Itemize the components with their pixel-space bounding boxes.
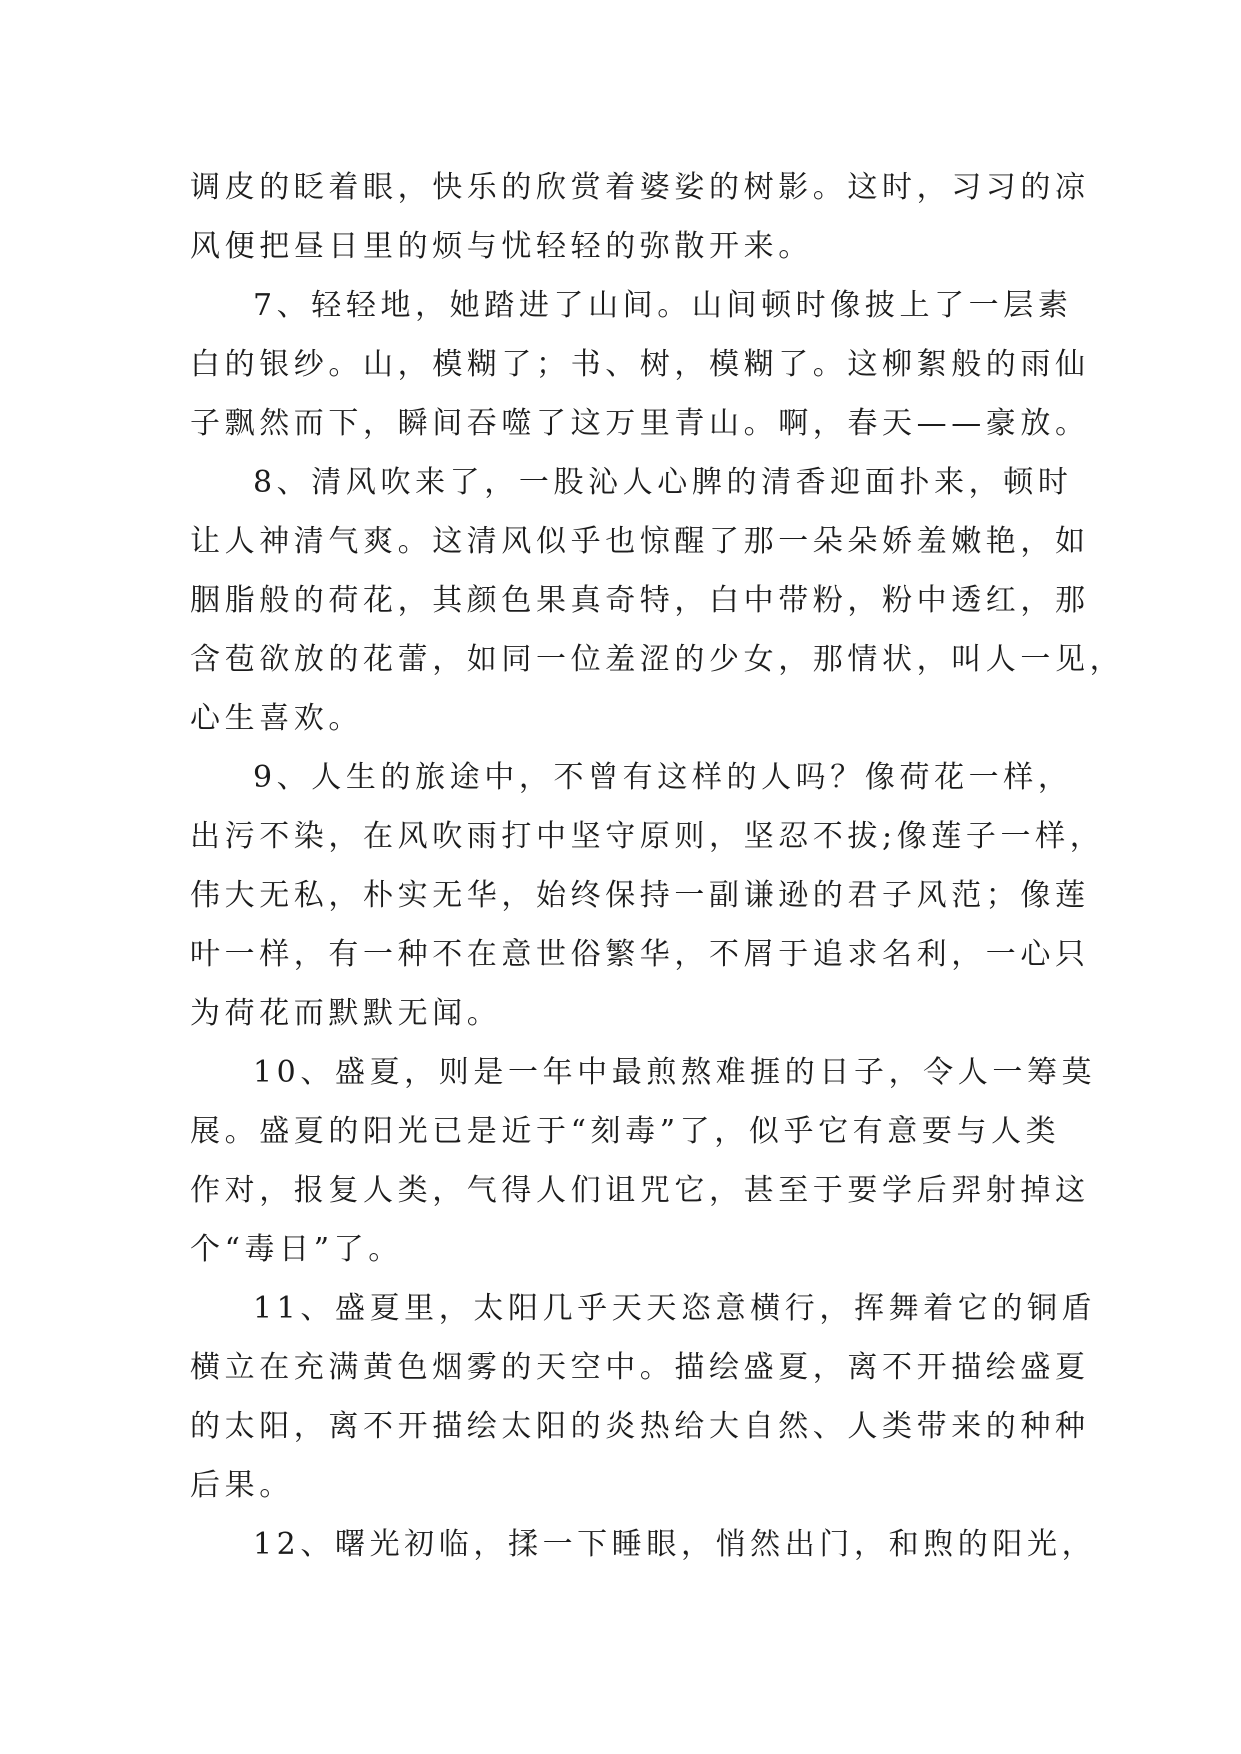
paragraph-continuation xyxy=(190,158,1090,276)
text-line: 风便把昼日里的烦与忧轻轻的弥散开来。 xyxy=(190,229,813,264)
text-line: 伟大无私，朴实无华，始终保持一副谦逊的君子风范；像莲 xyxy=(190,878,1090,913)
text-line: 含苞欲放的花蕾，如同一位羞涩的少女，那情状，叫人一见， xyxy=(190,642,1125,677)
text-line: 为荷花而默默无闻。 xyxy=(190,996,502,1031)
text-line: 让人神清气爽。这清风似乎也惊醒了那一朵朵娇羞嫩艳，如 xyxy=(190,524,1090,559)
text-line: 12、曙光初临，揉一下睡眼，悄然出门，和煦的阳光， xyxy=(253,1527,1097,1562)
text-line: 调皮的眨着眼，快乐的欣赏着婆娑的树影。这时，习习的凉 xyxy=(190,170,1090,205)
text-line: 8、清风吹来了，一股沁人心脾的清香迎面扑来，顿时 xyxy=(253,465,1073,500)
paragraph-10 xyxy=(190,1043,1097,1279)
text-line: 叶一样，有一种不在意世俗繁华，不屑于追求名利，一心只 xyxy=(190,937,1090,972)
text-line: 后果。 xyxy=(190,1468,294,1503)
document-body xyxy=(190,158,1125,1574)
paragraph-9 xyxy=(190,748,1105,1043)
text-line: 心生喜欢。 xyxy=(190,701,363,736)
text-line: 7、轻轻地，她踏进了山间。山间顿时像披上了一层素 xyxy=(253,288,1073,323)
text-line: 11、盛夏里，太阳几乎天天恣意横行，挥舞着它的铜盾 xyxy=(253,1291,1097,1326)
paragraph-12 xyxy=(190,1515,1097,1574)
text-line: 的太阳，离不开描绘太阳的炎热给大自然、人类带来的种种 xyxy=(190,1409,1090,1444)
paragraph-7 xyxy=(190,276,1090,453)
paragraph-8 xyxy=(190,453,1125,748)
text-line: 横立在充满黄色烟雾的天空中。描绘盛夏，离不开描绘盛夏 xyxy=(190,1350,1090,1385)
text-line: 10、盛夏，则是一年中最煎熬难捱的日子，令人一筹莫 xyxy=(253,1055,1097,1090)
paragraph-11 xyxy=(190,1279,1097,1515)
text-line: 白的银纱。山，模糊了；书、树，模糊了。这柳絮般的雨仙 xyxy=(190,347,1090,382)
text-line: 个“毒日”了。 xyxy=(190,1232,403,1267)
text-line: 胭脂般的荷花，其颜色果真奇特，白中带粉，粉中透红，那 xyxy=(190,583,1090,618)
text-line: 子飘然而下，瞬间吞噬了这万里青山。啊，春天——豪放。 xyxy=(190,406,1090,441)
text-line: 出污不染，在风吹雨打中坚守原则，坚忍不拔;像莲子一样， xyxy=(190,819,1105,854)
text-line: 9、人生的旅途中，不曾有这样的人吗？像荷花一样， xyxy=(253,760,1073,795)
text-line: 作对，报复人类，气得人们诅咒它，甚至于要学后羿射掉这 xyxy=(190,1173,1090,1208)
text-line: 展。盛夏的阳光已是近于“刻毒”了，似乎它有意要与人类 xyxy=(190,1114,1061,1149)
